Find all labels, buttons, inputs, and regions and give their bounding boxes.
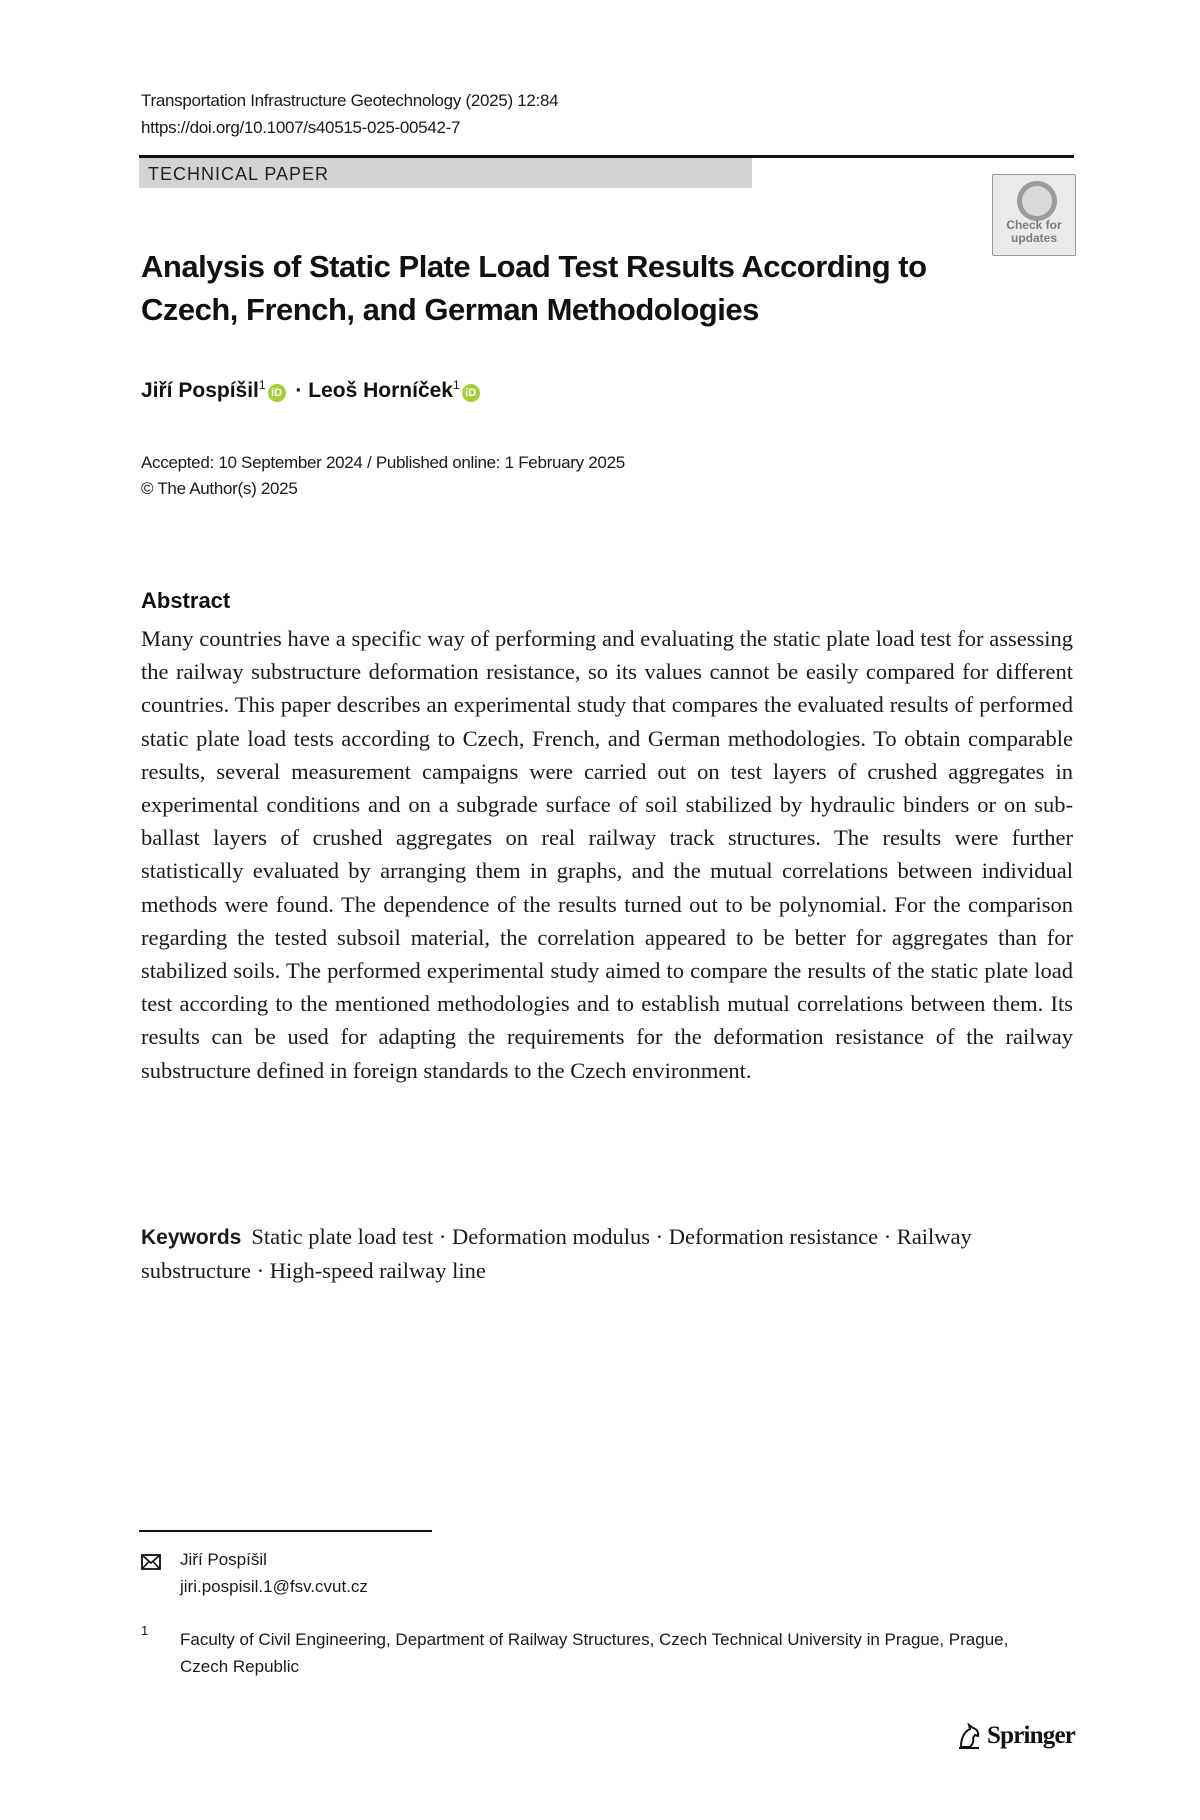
orcid-icon[interactable]: iD [268,384,286,402]
author-list [141,378,484,403]
abstract-text: Many countries have a specific way of performing and evaluating the static plate load test for assessing the railway substructure deformation resistance, so its values cannot be easily compared for different countries. This paper describes an experimental study that compares the evaluated results of performed static plate load tests according to Czech, French, and German methodologies. To obtain comparable results, several measurement campaigns were carried out on test layers of crushed aggregates in experimental conditions and on a subgrade surface of soil stabilized by hydraulic binders or on sub-ballast layers of crushed aggregates on real railway track structures. The results were further statistically evaluated by arranging them in graphs, and the mutual correlations between individual methods were found. The dependence of the results turned out to be polynomial. For the comparison regarding the tested subsoil material, the correlation appeared to be better for aggregates than for stabilized soils. The performed experimental study aimed to compare the results of the static plate load test according to the mentioned methodologies and to establish mutual correlations between them. Its results can be used for adapting the requirements for the deformation resistance of the railway substructure defined in foreign standards to the Czech environment. [141,626,1073,1083]
keywords-section [141,1220,1073,1287]
publisher-logo [955,1722,1075,1750]
crossmark-label: Check for updates [1006,218,1062,245]
journal-citation: Transportation Infrastructure Geotechnology (2025) 12:84 [141,91,559,110]
footnote-rule [139,1530,432,1532]
crossmark-badge[interactable] [992,174,1076,256]
affiliation-text: Faculty of Civil Engineering, Department of Railway Structures, Czech Technical University in Prague, Prague, Czech Republic [180,1630,1009,1676]
mail-icon [141,1554,161,1575]
author-separator: · [295,379,303,402]
orcid-icon[interactable]: iD [462,384,480,402]
article-type-label: TECHNICAL PAPER [148,164,330,184]
abstract-heading: Abstract [141,588,231,613]
keywords-label: Keywords [141,1226,242,1249]
affiliation-number: 1 [141,1623,149,1638]
springer-horse-icon [955,1722,983,1750]
publisher-name: Springer [987,1722,1076,1749]
keywords-list: Static plate load test · Deformation modulus · Deformation resistance · Railway substructure · High-speed railway line [141,1224,972,1283]
doi-link[interactable]: https://doi.org/10.1007/s40515-025-00542-7 [141,118,461,137]
author-affiliation-ref: 1 [452,378,460,392]
author-name: Leoš Horníček [308,379,453,402]
corresponding-author-name: Jiří Pospíšil [180,1550,267,1569]
copyright-notice: © The Author(s) 2025 [141,479,298,498]
crossmark-icon [1017,181,1057,221]
corresponding-author-email[interactable]: jiri.pospisil.1@fsv.cvut.cz [180,1577,368,1596]
publication-dates: Accepted: 10 September 2024 / Published online: 1 February 2025 [141,453,625,472]
author-affiliation-ref: 1 [258,378,266,392]
author-name: Jiří Pospíšil [141,379,259,402]
article-title: Analysis of Static Plate Load Test Results According to Czech, French, and German Methodologies [141,249,927,327]
